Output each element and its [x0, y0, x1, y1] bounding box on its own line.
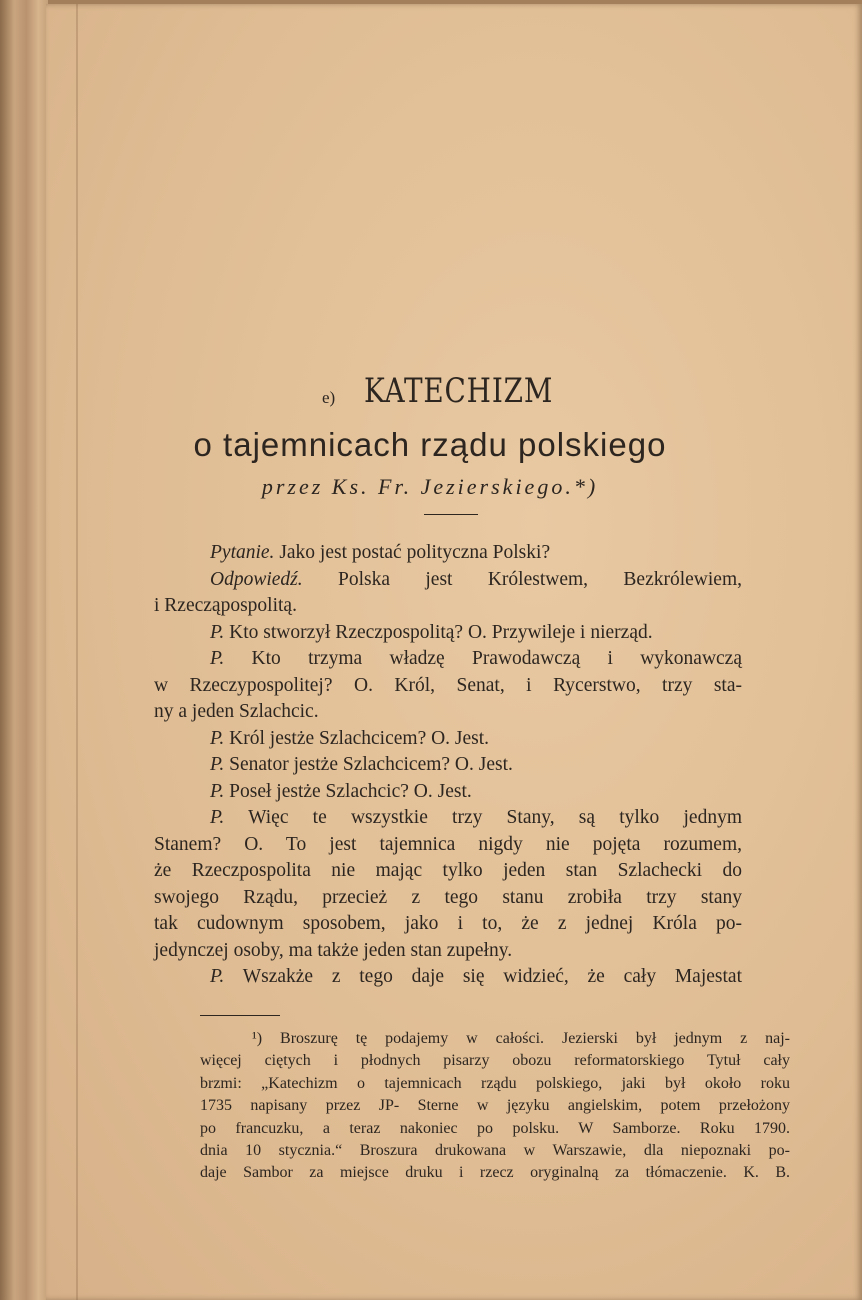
author-line: przez Ks. Fr. Jezierskiego.*) [261, 474, 599, 499]
body-line: P. Poseł jestże Szlachcic? O. Jest. [210, 780, 472, 802]
footnote-divider [200, 1015, 280, 1016]
body-line: jedynczej osoby, ma także jeden stan zupełny. [154, 939, 513, 961]
page-title: KATECHIZM [364, 371, 554, 411]
body-line: Stanem? O. To jest tajemnica nigdy nie pojęta rozumem, [154, 833, 742, 855]
footnote-line: 1735 napisany przez JP- Sterne w języku angielskim, potem przełożony [200, 1097, 790, 1115]
body-line: Odpowiedź. Polska jest Królestwem, Bezkrólewiem, [210, 568, 742, 590]
footnote-line: brzmi: „Katechizm o tajemnicach rządu polskiego, jaki był około roku [200, 1074, 790, 1092]
body-line: P. Król jestże Szlachcicem? O. Jest. [210, 727, 490, 749]
section-label: e) [322, 388, 336, 407]
body-line: że Rzeczpospolita nie mając tylko jeden stan Szlachecki do [154, 860, 742, 881]
body-line: ny a jeden Szlachcic. [154, 701, 319, 722]
body-line: P. Kto trzyma władzę Prawodawczą i wykonawczą [210, 648, 742, 669]
page-subtitle: o tajemnicach rządu polskiego [193, 426, 667, 463]
body-line: w Rzeczypospolitej? O. Król, Senat, i Rycerstwo, trzy sta- [154, 674, 742, 696]
body-line: Pytanie. Jako jest postać polityczna Polski? [210, 542, 551, 563]
body-line: i Rzecząpospolitą. [154, 595, 297, 616]
body-line: P. Więc te wszystkie trzy Stany, są tylko jednym [210, 807, 742, 828]
body-line: P. Kto stworzył Rzeczpospolitą? O. Przywileje i nierząd. [210, 621, 653, 643]
footnote-line: ¹) Broszurę tę podajemy w całości. Jezierski był jednym z naj- [252, 1030, 790, 1047]
body-line: tak cudownym sposobem, jako i to, że z jednej Króla po- [154, 913, 742, 934]
title-divider [424, 514, 478, 515]
footnote-line: więcej ciętych i płodnych pisarzy obozu reformatorskiego Tytuł cały [200, 1052, 790, 1070]
footnote-line: po francuzku, a teraz nakoniec po polsku. W Samborze. Roku 1790. [200, 1119, 790, 1137]
body-text [154, 540, 742, 991]
body-line: swojego Rządu, przecież z tego stanu zrobiła trzy stany [154, 886, 742, 908]
body-line: P. Wszakże z tego daje się widzieć, że cały Majestat [210, 966, 742, 987]
footnote-line: daje Sambor za miejsce druku i rzecz oryginalną za tłómaczenie. K. B. [200, 1164, 790, 1182]
body-line: P. Senator jestże Szlachcicem? O. Jest. [210, 754, 513, 775]
footnote [200, 1028, 790, 1185]
footnote-line: dnia 10 stycznia.“ Broszura drukowana w Warszawie, dla niepoznaki po- [200, 1141, 790, 1159]
